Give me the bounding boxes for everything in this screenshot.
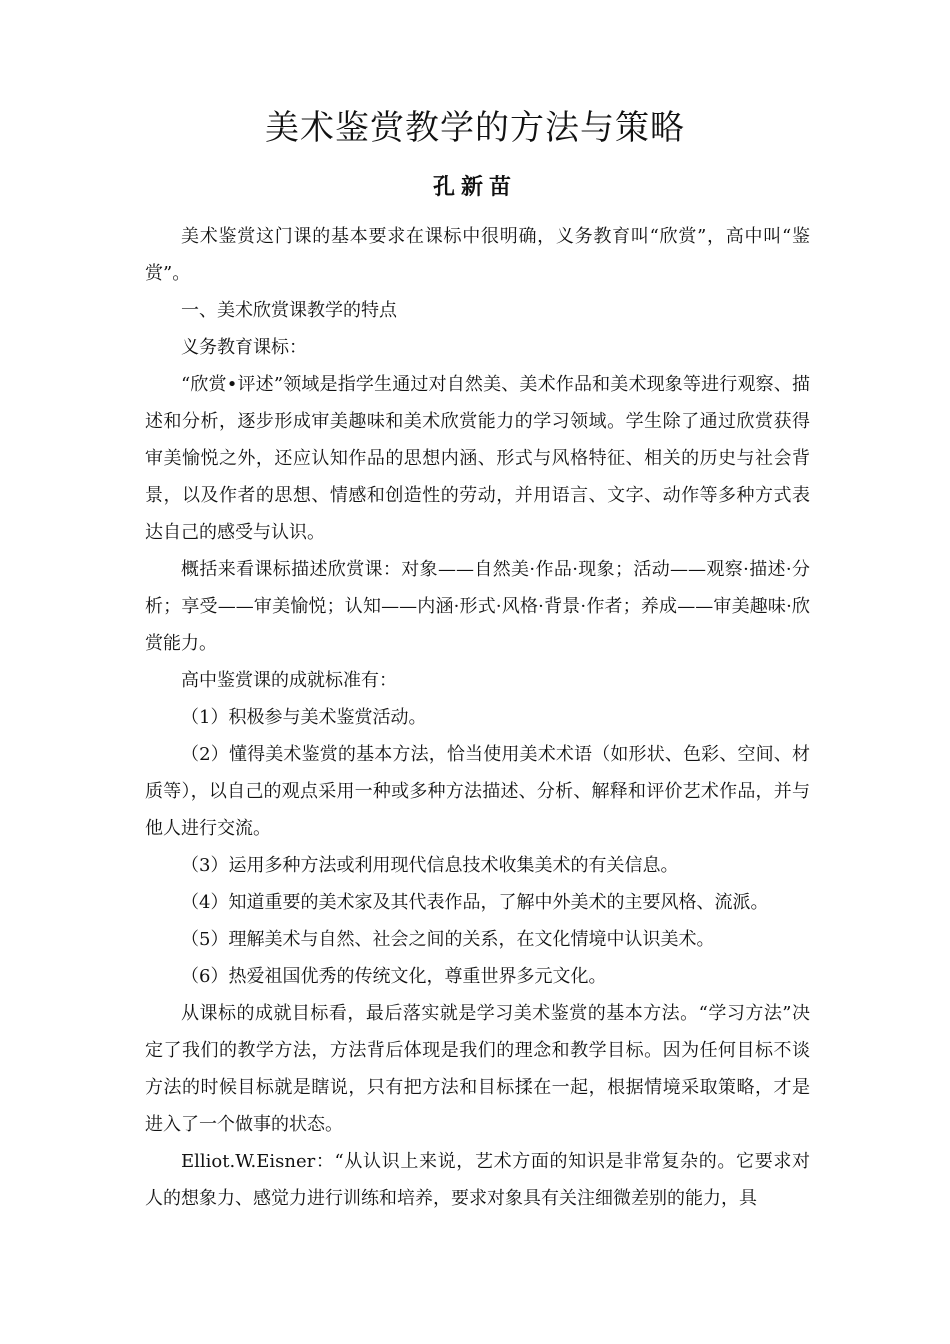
paragraph: “欣赏•评述”领域是指学生通过对自然美、美术作品和美术现象等进行观察、描述和分析，逐步形成审美趣味和美术欣赏能力的学习领域。学生除了通过欣赏获得审美愉悦之外，还应认知作品的思想内涵、形式与风格特征、相关的历史与社会背景，以及作者的思想、情感和创造性的劳动，并用语言、文字、动作等多种方式表达自己的感受与认识。 (145, 374, 810, 543)
list-item: （1）积极参与美术鉴赏活动。 (181, 707, 427, 728)
list-item: （4）知道重要的美术家及其代表作品，了解中外美术的主要风格、流派。 (181, 892, 769, 913)
document-author: 孔新苗 (432, 174, 517, 200)
paragraph: Elliot.W.Eisner：“从认识上来说，艺术方面的知识是非常复杂的。它要求对人的想象力、感觉力进行训练和培养，要求对象具有关注细微差别的能力，具 (145, 1151, 810, 1209)
list-item: （6）热爱祖国优秀的传统文化，尊重世界多元文化。 (181, 966, 607, 987)
list-item: （5）理解美术与自然、社会之间的关系，在文化情境中认识美术。 (181, 929, 715, 950)
paragraph: 美术鉴赏这门课的基本要求在课标中很明确，义务教育叫“欣赏”，高中叫“鉴赏”。 (145, 226, 810, 284)
section-heading: 一、美术欣赏课教学的特点 (181, 300, 397, 321)
paragraph: 从课标的成就目标看，最后落实就是学习美术鉴赏的基本方法。“学习方法”决定了我们的教学方法，方法背后体现是我们的理念和教学目标。因为任何目标不谈方法的时候目标就是瞎说，只有把方法和目标揉在一起，根据情境采取策略，才是进入了一个做事的状态。 (145, 1003, 810, 1135)
document-title: 美术鉴赏教学的方法与策略 (265, 108, 685, 148)
list-item: （3）运用多种方法或利用现代信息技术收集美术的有关信息。 (181, 855, 679, 876)
list-item: （2）懂得美术鉴赏的基本方法，恰当使用美术术语（如形状、色彩、空间、材质等），以自己的观点采用一种或多种方法描述、分析、解释和评价艺术作品，并与他人进行交流。 (145, 744, 810, 839)
paragraph: 概括来看课标描述欣赏课：对象——自然美·作品·现象；活动——观察·描述·分析；享受——审美愉悦；认知——内涵·形式·风格·背景·作者；养成——审美趣味·欣赏能力。 (145, 559, 810, 654)
document-body (145, 218, 810, 1217)
paragraph: 义务教育课标： (181, 337, 307, 358)
paragraph: 高中鉴赏课的成就标准有： (181, 670, 397, 691)
